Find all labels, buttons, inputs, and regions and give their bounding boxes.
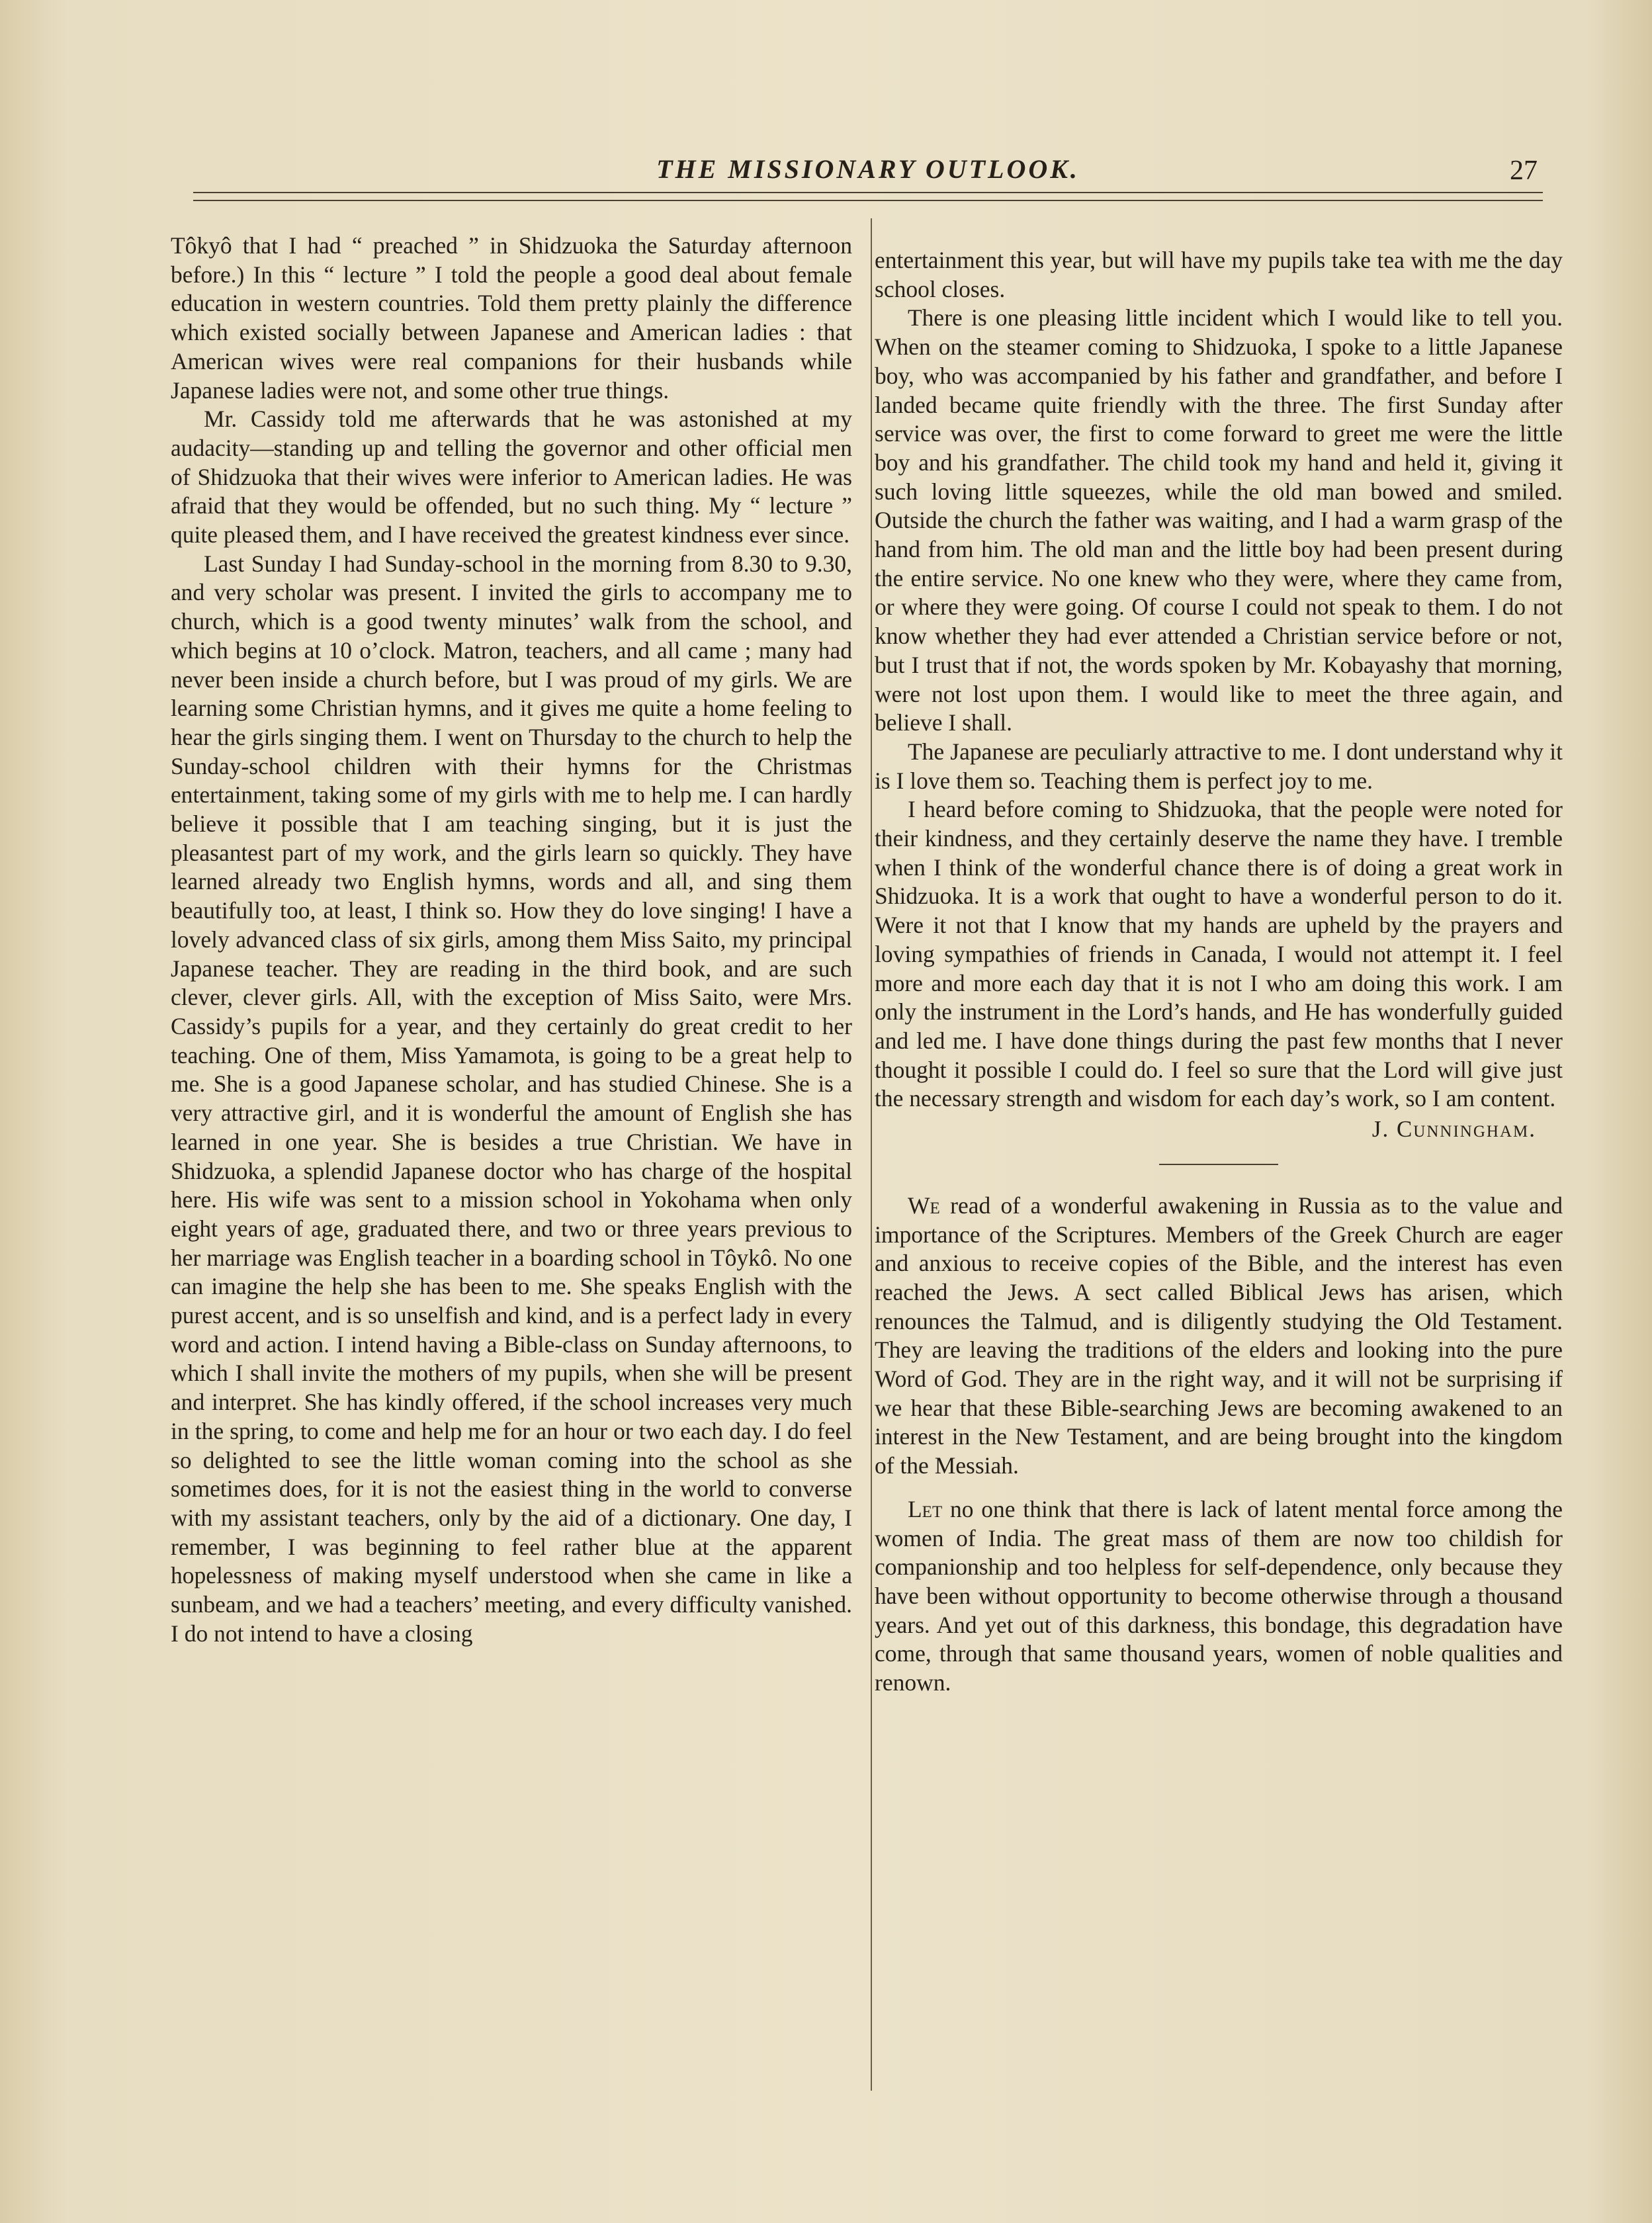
left-paragraph-3: Last Sunday I had Sunday-school in the morning from 8.30 to 9.30, and very scholar was present. I invited the girls to accompany me to church, which is a good twenty minutes’ walk from the school, and which begins at 10 o’clock. Matron, teachers, and all came ; many had never been inside a church before, but I was proud of my girls. We are learning some Christian hymns, and it gives me quite a home feeling to hear the girls singing them. I went on Thursday to the church to help the Sunday-school children with their hymns for the Christmas entertainment, taking some of my girls with me to help me. I can hardly believe it possible that I am teaching singing, but it is just the pleasantest part of my work, and the girls learn so quickly. They have learned already two English hymns, words and all, and sing them beautifully too, at least, I think so. How they do love singing! I have a lovely advanced class of six girls, among them Miss Saito, my principal Japanese teacher. They are reading in the third book, and are such clever, clever girls. All, with the exception of Miss Saito, were Mrs. Cassidy’s pupils for a year, and they certainly do great credit to her teaching. One of them, Miss Yamamota, is going to be a great help to me. She is a good Japanese scholar, and has studied Chinese. She is a very attractive girl, and it is wonderful the amount of English she has learned in one year. She is besides a true Christian. We have in Shidzuoka, a splendid Japanese doctor who has charge of the hospital here. His wife was sent to a mission school in Yokohama when only eight years of age, graduated there, and two or three years previous to her marriage was English teacher in a boarding school in Tôykô. No one can imagine the help she has been to me. She speaks English with the purest accent, and is so unselfish and kind, and is a perfect lady in every word and action. I intend having a Bible-class on Sunday afternoons, to which I shall invite the mothers of my pupils, when she will be present and interpret. She has kindly offered, if the school increases very much in the spring, to come and help me for an hour or two each day. I do feel so delighted to see the little woman coming into the school as she sometimes does, for it is not the easiest thing in the world to converse with my assistant teachers, only by the aid of a dictionary. One day, I remember, I was beginning to feel rather blue at the apparent hopelessness of making myself understood when she came in like a sunbeam, and we had a teachers’ meeting, and every difficulty vanished. I do not intend to have a closing	[171, 550, 852, 1647]
author-signature: J. Cunningham.	[1371, 1116, 1536, 1143]
section-rule	[1159, 1164, 1278, 1165]
header-rule-top	[193, 192, 1543, 193]
note-india-lead: Let	[908, 1495, 943, 1522]
left-column	[171, 232, 852, 1648]
note-india	[875, 1495, 1563, 1698]
right-paragraph-1: entertainment this year, but will have my pupils take tea with me the day school closes.	[875, 247, 1563, 302]
right-paragraph-4: I heard before coming to Shidzuoka, that the people were noted for their kindness, and they certainly deserve the name they have. I tremble when I think of the wonderful chance there is of doing a great work in Shidzuoka. It is a work that ought to have a wonderful person to do it. Were it not that I know that my hands are upheld by the prayers and loving sympathies of friends in Canada, I would not attempt it. I feel more and more each day that it is not I who am doing this work. I am only the instrument in the Lord’s hands, and He has wonderfully guided and led me. I have done things during the past few months that I never thought it possible I could do. I feel so sure that the Lord will give just the necessary strength and wisdom for each day’s work, so I am content.	[875, 796, 1563, 1112]
left-paragraph-1: Tôkyô that I had “ preached ” in Shidzuoka the Saturday afternoon before.) In this “ lecture ” I told the people a good deal about female education in western countries. Told them pretty plainly the difference which existed socially between Japanese and American ladies : that American wives were real companions for their husbands while Japanese ladies were not, and some other true things.	[171, 232, 852, 404]
left-paragraph-2: Mr. Cassidy told me afterwards that he was astonished at my audacity—standing up and telling the governor and other official men of Shidzuoka that their wives were inferior to American ladies. He was afraid that they would be offended, but no such thing. My “ lecture ” quite pleased them, and I have received the greatest kindness ever since.	[171, 406, 852, 548]
page-header	[193, 153, 1543, 187]
note-russia-lead: We	[908, 1192, 940, 1219]
page-number: 27	[1510, 155, 1538, 186]
note-india-text: no one think that there is lack of latent mental force among the women of India. The great mass of them are now too childish for companionship and too helpless for self-dependence, only because they have been without opportunity to become otherwise through a thousand years. And yet out of this darkness, this bondage, this degradation have come, through that same thousand years, women of noble qualities and renown.	[875, 1495, 1563, 1696]
right-paragraph-2: There is one pleasing little incident which I would like to tell you. When on the steamer coming to Shidzuoka, I spoke to a little Japanese boy, who was accompanied by his father and grandfather, and before I landed became quite friendly with the three. The first Sunday after service was over, the first to come forward to greet me were the little boy and his grandfather. The child took my hand and held it, giving it such loving little squeezes, while the old man bowed and smiled. Outside the church the father was waiting, and I had a warm grasp of the hand from him. The old man and the little boy had been present during the entire service. No one knew who they were, where they came from, or where they were going. Of course I could not speak to them. I do not know whether they had ever attended a Christian service before or not, but I trust that if not, the words spoken by Mr. Kobayashy that morning, were not lost upon them. I would like to meet the three again, and believe I shall.	[875, 304, 1563, 736]
header-rule-bottom	[193, 200, 1543, 201]
column-divider	[871, 218, 872, 2091]
running-title: THE MISSIONARY OUTLOOK.	[656, 154, 1080, 184]
note-russia	[875, 1192, 1563, 1481]
note-russia-text: read of a wonderful awakening in Russia as to the value and importance of the Scriptures. Members of the Greek Church are eager and anxious to receive copies of the Bible, and the interest has even reached the Jews. A sect called Biblical Jews has arisen, which renounces the Talmud, and is diligently studying the Old Testament. They are leaving the traditions of the elders and looking into the pure Word of God. They are in the right way, and it will not be surprising if we hear that these Bible-searching Jews are becoming awakened to an interest in the New Testament, and are being brought into the kingdom of the Messiah.	[875, 1192, 1563, 1479]
right-paragraph-3: The Japanese are peculiarly attractive to me. I dont understand why it is I love them so. Teaching them is perfect joy to me.	[875, 738, 1563, 794]
right-column	[875, 246, 1563, 1698]
